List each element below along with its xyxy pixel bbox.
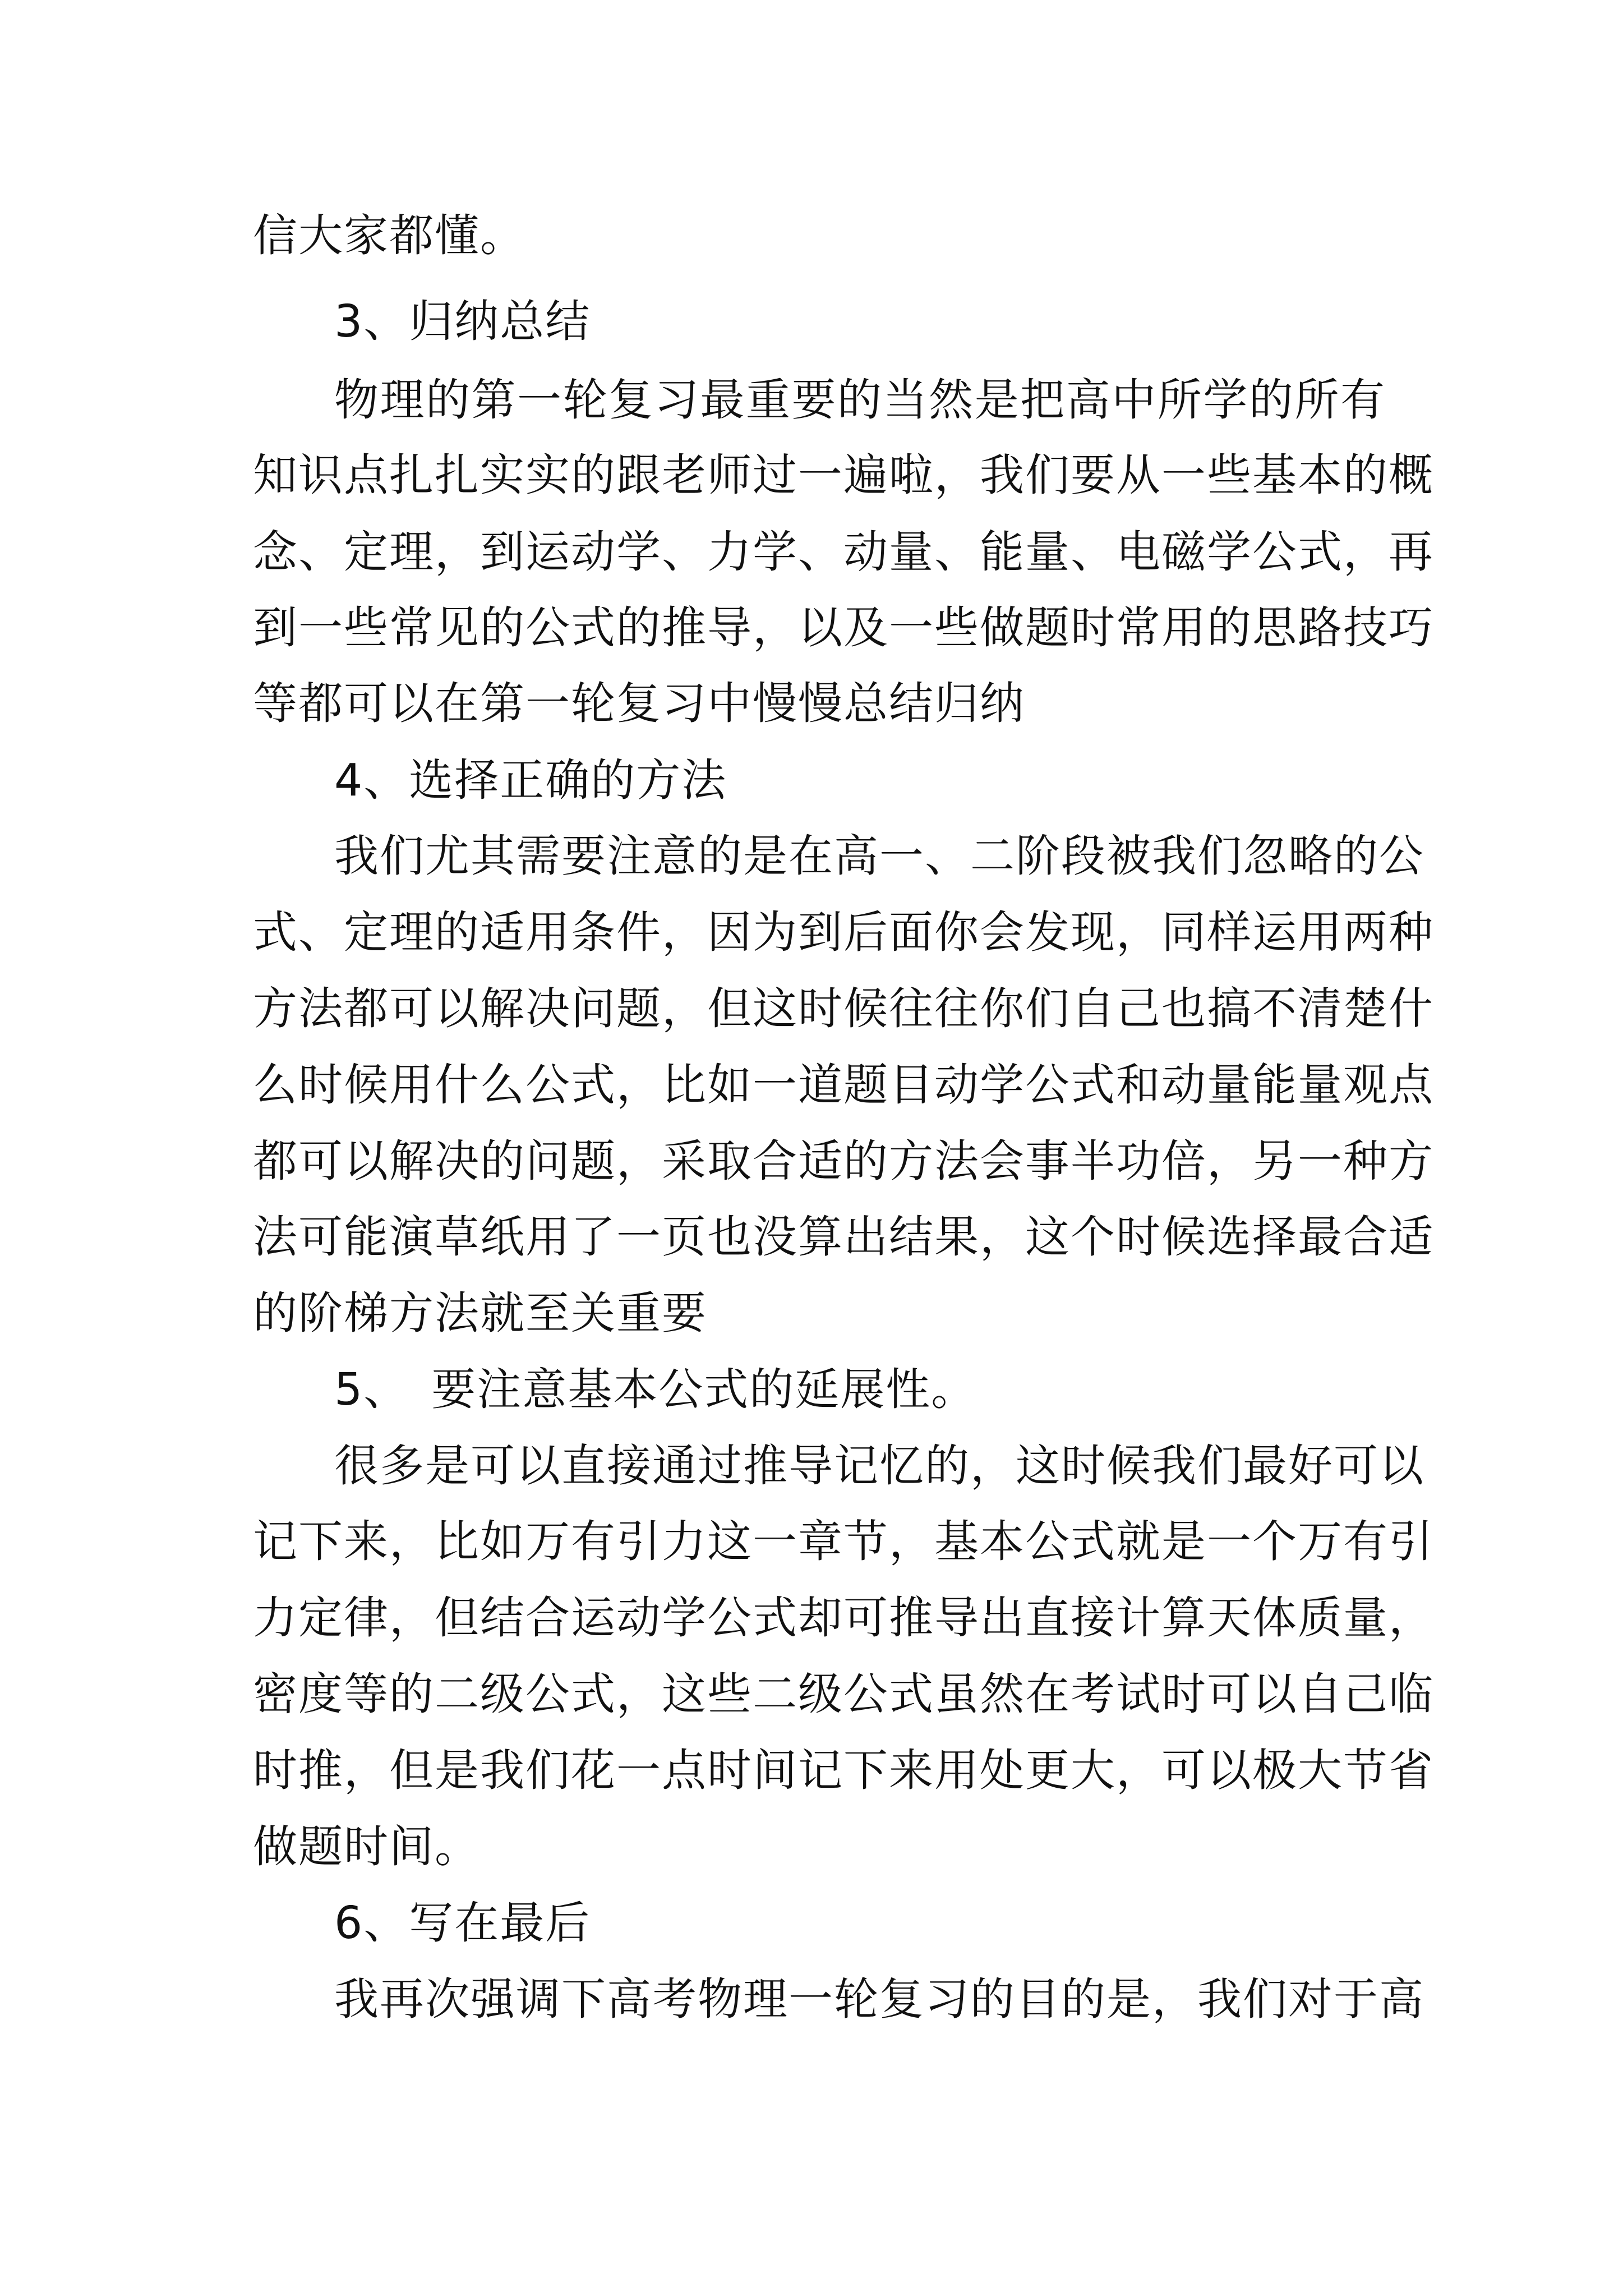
text-line: 的阶梯方法就至关重要 — [253, 1287, 707, 1339]
text-line: 方法都可以解决问题，但这时候往往你们自己也搞不清楚什 — [253, 983, 1434, 1034]
text-line: 么时候用什么公式，比如一道题目动学公式和动量能量观点 — [253, 1059, 1434, 1111]
text-line: 物理的第一轮复习最重要的当然是把高中所学的所有 — [334, 374, 1386, 426]
section-heading: 4、选择正确的方法 — [334, 754, 727, 806]
section-number: 5、 — [334, 1364, 409, 1415]
section-heading: 6、写在最后 — [334, 1897, 591, 1949]
text-line: 很多是可以直接通过推导记忆的，这时候我们最好可以 — [334, 1440, 1424, 1492]
text-line: 记下来，比如万有引力这一章节，基本公式就是一个万有引 — [253, 1516, 1434, 1567]
text-line: 密度等的二级公式，这些二级公式虽然在考试时可以自己临 — [253, 1668, 1434, 1720]
text-line: 法可能演草纸用了一页也没算出结果，这个时候选择最合适 — [253, 1211, 1434, 1263]
text-line: 做题时间。 — [253, 1821, 480, 1872]
text-line: 时推，但是我们花一点时间记下来用处更大，可以极大节省 — [253, 1745, 1434, 1796]
text-line: 式、定理的适用条件，因为到后面你会发现，同样运用两种 — [253, 907, 1434, 958]
section-title: 要注意基本公式的延展性。 — [431, 1364, 977, 1415]
section-heading: 3、归纳总结 — [334, 296, 591, 347]
text-line: 力定律，但结合运动学公式却可推导出直接计算天体质量， — [253, 1592, 1434, 1644]
text-line: 到一些常见的公式的推导，以及一些做题时常用的思路技巧 — [253, 602, 1434, 654]
text-line: 念、定理，到运动学、力学、动量、能量、电磁学公式，再 — [253, 526, 1434, 578]
text-line: 知识点扎扎实实的跟老师过一遍啦，我们要从一些基本的概 — [253, 449, 1434, 501]
text-line: 等都可以在第一轮复习中慢慢总结归纳 — [253, 678, 1025, 729]
text-line: 我们尤其需要注意的是在高一、二阶段被我们忽略的公 — [334, 830, 1424, 882]
text-line: 都可以解决的问题，采取合适的方法会事半功倍，另一种方 — [253, 1135, 1434, 1187]
text-line: 我再次强调下高考物理一轮复习的目的是，我们对于高 — [334, 1973, 1424, 2025]
section-heading — [334, 1361, 1386, 1418]
text-line: 信大家都懂。 — [253, 210, 525, 261]
